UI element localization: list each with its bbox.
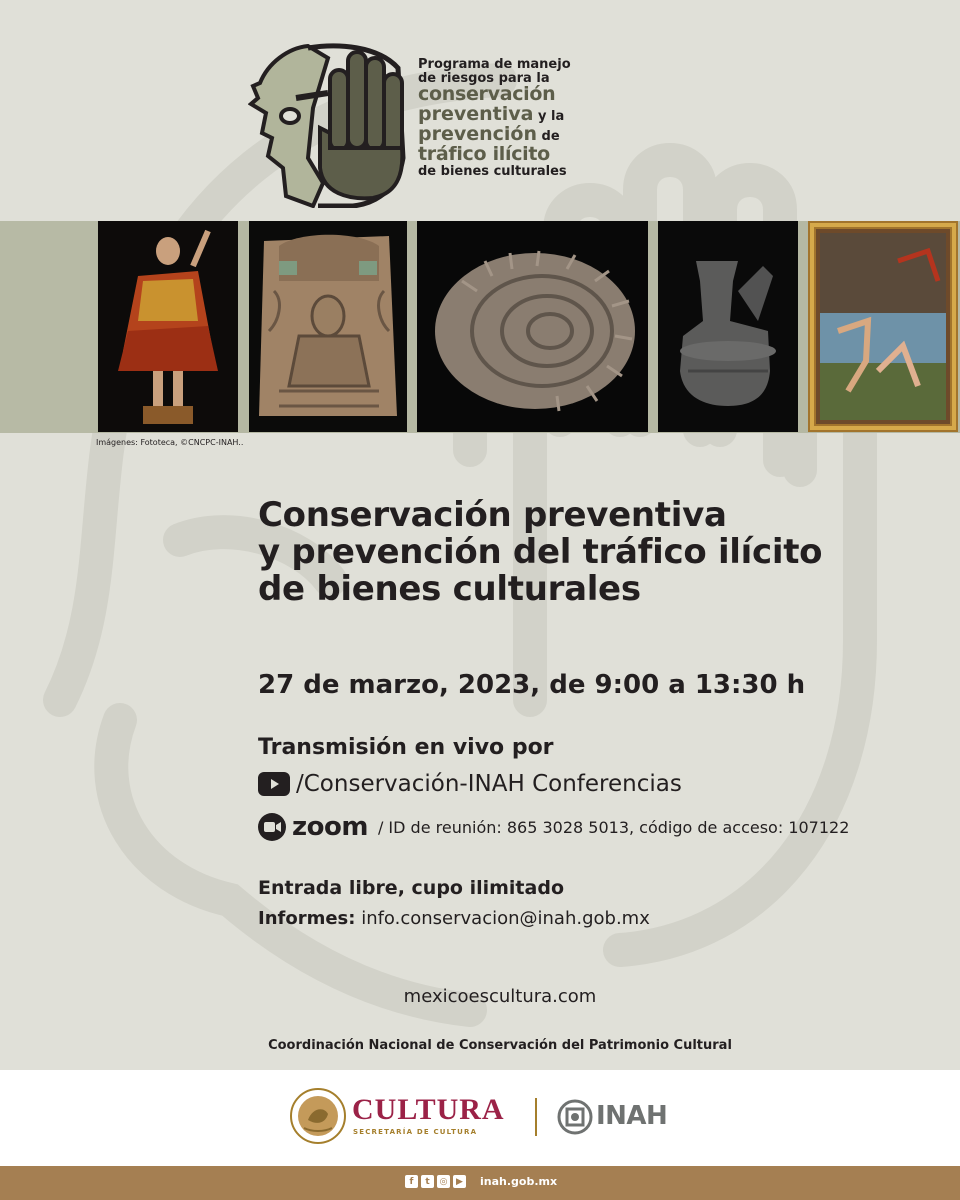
photo-painting [808,221,958,432]
youtube-icon[interactable]: ▶ [453,1175,466,1188]
logo-divider [535,1098,537,1136]
zoom-logo-text: zoom [292,812,368,842]
social-icons [405,1175,466,1188]
program-logo [248,38,588,208]
photo-saint-sculpture [98,221,238,432]
image-credit: Imágenes: Fototeca, ©CNCPC-INAH.. [96,438,244,447]
entry-info: Entrada libre, cupo ilimitado [258,877,564,899]
cultura-logo-subtitle: SECRETARÍA DE CULTURA [353,1128,478,1136]
program-title [418,58,598,179]
program-title-line: de riesgos para la [418,70,550,86]
inah-logo-text: INAH [596,1101,668,1131]
website-link[interactable]: mexicoescultura.com [403,986,597,1007]
program-title-line: preventiva [418,103,534,126]
zoom-camera-icon [258,813,286,841]
event-title-line: Conservación preventiva [258,495,727,535]
event-date: 27 de marzo, 2023, de 9:00 a 13:30 h [258,670,806,700]
contact-info [258,908,650,929]
facebook-icon[interactable]: f [405,1175,418,1188]
zoom-meeting-details: / ID de reunión: 865 3028 5013, código de acceso: 107122 [377,817,850,837]
contact-email[interactable]: info.conservacion@inah.gob.mx [355,908,650,929]
program-title-line: y la [533,109,565,125]
mexico-seal-icon [290,1088,346,1144]
live-stream-label: Transmisión en vivo por [258,735,554,760]
twitter-icon[interactable]: t [421,1175,434,1188]
youtube-channel-name[interactable]: /Conservación-INAH Conferencias [296,771,682,797]
photo-maya-relief [249,221,407,432]
zoom-meeting-row[interactable] [258,812,849,842]
cultura-logo-text: CULTURA [352,1093,505,1126]
instagram-icon[interactable]: ◎ [437,1175,450,1188]
strip-accent [0,221,97,433]
photo-stone-vessel [658,221,798,432]
program-title-line: prevención [418,123,538,146]
organizer-name: Coordinación Nacional de Conservación del Patrimonio Cultural [268,1038,732,1053]
inah-glyph-icon [556,1098,594,1136]
photo-ammonite-fossil [417,221,648,432]
youtube-icon [258,772,290,796]
program-title-line: conservación [418,83,556,106]
event-title [258,497,822,608]
footer-url[interactable]: inah.gob.mx [480,1175,558,1188]
program-title-line: tráfico ilícito [418,143,550,166]
program-title-line: Programa de manejo [418,57,571,72]
program-title-line: de [537,129,560,145]
face-hand-icon [248,38,413,208]
youtube-channel-row[interactable] [258,771,682,797]
program-title-line: de bienes culturales [418,164,567,180]
contact-label: Informes: [258,908,356,929]
event-title-line: y prevención del tráfico ilícito [258,532,823,572]
event-title-line: de bienes culturales [258,569,641,609]
